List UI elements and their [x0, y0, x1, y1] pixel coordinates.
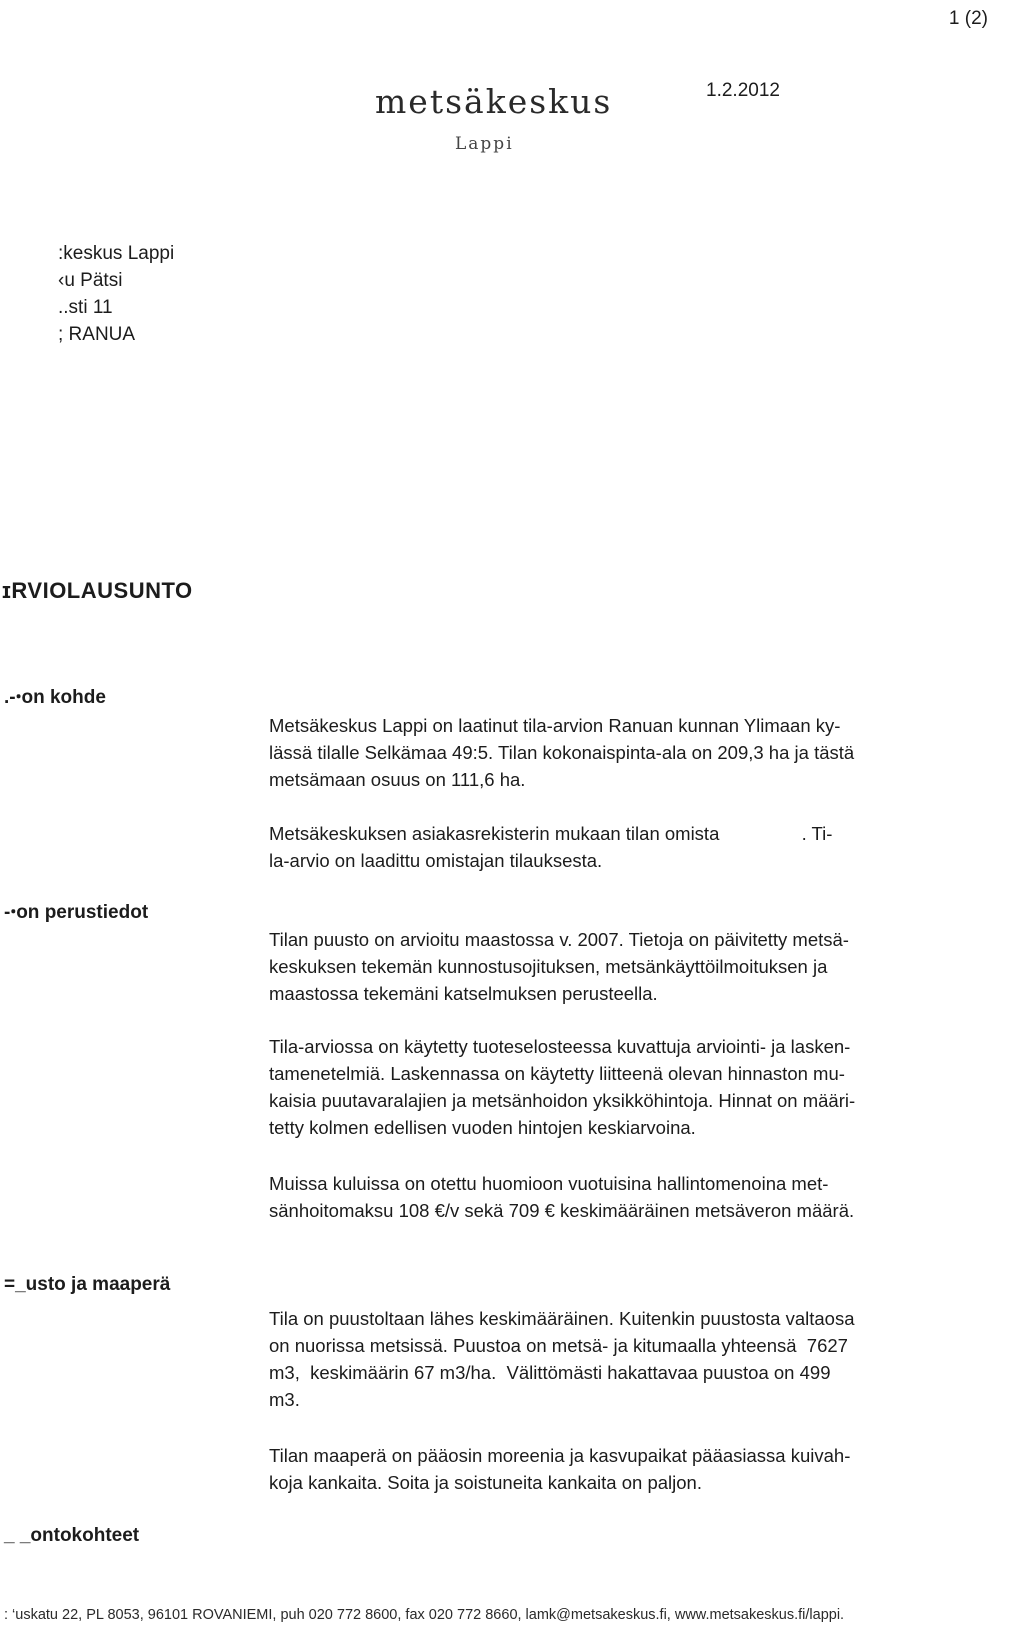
text-line: sänhoitomaksu 108 €/v sekä 709 € keskimääräinen metsäveron määrä. [269, 1200, 855, 1221]
text-line: maastossa tekemäni katselmuksen perusteella. [269, 983, 658, 1004]
text-line: Muissa kuluissa on otettu huomioon vuotuisina hallintomenoina met- [269, 1173, 829, 1194]
text-line: Tilan puusto on arvioitu maastossa v. 2007. Tietoja on päivitetty metsä- [269, 929, 849, 950]
address-line: ‹u Pätsi [58, 270, 123, 291]
address-line: ..sti 11 [58, 297, 113, 318]
text-line: tamenetelmiä. Laskennassa on käytetty liitteenä olevan hinnaston mu- [269, 1063, 845, 1084]
text-line: m3, keskimäärin 67 m3/ha. Välittömästi hakattavaa puustoa on 499 [269, 1362, 831, 1383]
text-line: keskuksen tekemän kunnostusojituksen, metsänkäyttöilmoituksen ja [269, 956, 828, 977]
paragraph-perustiedot-1 [269, 926, 1009, 1007]
section-heading-perustiedot: -ꞏon perustiedot [4, 902, 149, 923]
text-line: kaisia puutavaralajien ja metsänhoidon yksikköhintoja. Hinnat on määri- [269, 1090, 856, 1111]
text-line: on nuorissa metsissä. Puustoa on metsä- ja kitumaalla yhteensä 7627 [269, 1335, 848, 1356]
paragraph-puusto-2 [269, 1442, 1009, 1496]
document-date: 1.2.2012 [706, 80, 780, 101]
text-line: la-arvio on laadittu omistajan tilauksesta. [269, 850, 603, 871]
metsakeskus-logo: metsäkeskus [375, 82, 613, 121]
section-heading-arvonto: _ _ontokohteet [4, 1525, 140, 1546]
text-line: Metsäkeskuksen asiakasrekisterin mukaan tilan omista . Ti- [269, 823, 833, 844]
paragraph-perustiedot-3 [269, 1170, 1009, 1224]
text-line: Tila on puustoltaan lähes keskimääräinen. Kuitenkin puustosta valtaosa [269, 1308, 855, 1329]
address-line: ; RANUA [58, 324, 136, 345]
text-line: Tila-arviossa on käytetty tuoteselosteessa kuvattuja arviointi- ja lasken- [269, 1036, 851, 1057]
footer-contact: : ‘uskatu 22, PL 8053, 96101 ROVANIEMI, puh 020 772 8600, fax 020 772 8660, lamk@metsakeskus.fi, www.metsakeskus.fi/lappi. [4, 1607, 845, 1623]
paragraph-perustiedot-2 [269, 1033, 1009, 1141]
paragraph-puusto-1 [269, 1305, 1009, 1413]
text-line: metsämaan osuus on 111,6 ha. [269, 769, 526, 790]
section-heading-puusto: =_usto ja maaperä [4, 1274, 171, 1295]
recipient-address [58, 240, 174, 348]
address-line: :keskus Lappi [58, 243, 175, 264]
page-number: 1 (2) [948, 8, 988, 29]
text-line: m3. [269, 1389, 300, 1410]
text-line: koja kankaita. Soita ja soistuneita kankaita on paljon. [269, 1472, 702, 1493]
document-title: ɪRVIOLAUSUNTO [2, 578, 193, 603]
paragraph-kohde-2 [269, 820, 1009, 874]
text-line: lässä tilalle Selkämaa 49:5. Tilan kokonaispinta-ala on 209,3 ha ja tästä [269, 742, 855, 763]
text-line: Tilan maaperä on pääosin moreenia ja kasvupaikat pääasiassa kuivah- [269, 1445, 851, 1466]
logo-region-label: Lappi [455, 134, 514, 154]
text-line: Metsäkeskus Lappi on laatinut tila-arvion Ranuan kunnan Ylimaan ky- [269, 715, 841, 736]
section-heading-kohde: .-ꞏon kohde [4, 687, 106, 708]
text-line: tetty kolmen edellisen vuoden hintojen keskiarvoina. [269, 1117, 696, 1138]
paragraph-kohde-1 [269, 712, 1009, 793]
